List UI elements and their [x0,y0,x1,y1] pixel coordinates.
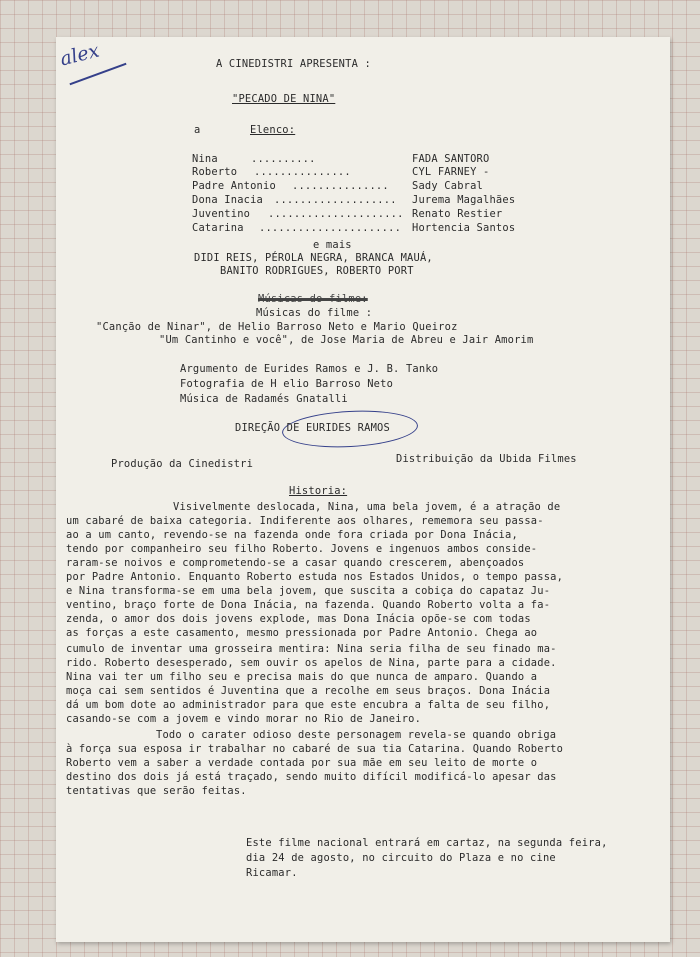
story-line: Nina vai ter um filho seu e precisa mais do que nunca de amparo. Quando a [66,671,538,683]
cast-dots: ...................... [259,222,402,234]
story-line: zenda, o amor dos dois jovens explode, mas Dona Inácia opõe-se com todas [66,613,531,625]
cast-role: Juventino [192,208,251,220]
film-title: "PECADO DE NINA" [232,93,336,105]
cast-actor: CYL FARNEY - [412,166,490,178]
story-line: e Nina transforma-se em uma bela jovem, que suscita a cobiça do capataz Ju- [66,585,551,597]
story-heading: Historia: [289,485,348,497]
cast-heading: Elenco: [250,124,296,136]
cast-role: Dona Inacia [192,194,264,206]
story-line: ao a um canto, revendo-se na fazenda onde fora criada por Dona Inácia, [66,529,518,541]
cast-role: Roberto [192,166,238,178]
story-line: Roberto vem a saber a verdade contada por sua mãe em seu leito de morte o [66,757,538,769]
music-heading: Músicas do filme : [256,307,373,319]
story-line: as forças a este casamento, mesmo pressionada por Padre Antonio. Chega ao [66,627,538,639]
cast-dots: .......... [251,153,316,165]
more-label: e mais [313,239,352,251]
cast-actor: Sady Cabral [412,180,484,192]
cast-dots: ............... [292,180,389,192]
story-line: tentativas que serão feitas. [66,785,247,797]
cast-role: Catarina [192,222,244,234]
more-line-1: DIDI REIS, PÉROLA NEGRA, BRANCA MAUÁ, [194,252,433,264]
release-line-2: dia 24 de agosto, no circuito do Plaza e no cine [246,852,556,864]
story-line: tendo por companheiro seu filho Roberto. Jovens e ingenuos ambos conside- [66,543,538,555]
story-line: à força sua esposa ir trabalhar no cabaré de sua tia Catarina. Quando Roberto [66,743,564,755]
story-line: Visivelmente deslocada, Nina, uma bela jovem, é a atração de [173,501,561,513]
cast-role: Nina [192,153,218,165]
story-line: rido. Roberto desesperado, sem ouvir os apelos de Nina, parte para a cidade. [66,657,557,669]
handwritten-annotation: alex [57,39,102,71]
cast-role: Padre Antonio [192,180,276,192]
cast-dots: ................... [274,194,397,206]
credit-photo: Fotografia de H elio Barroso Neto [180,378,394,390]
story-line: casando-se com a jovem e vindo morar no Rio de Janeiro. [66,713,422,725]
release-line-1: Este filme nacional entrará em cartaz, na segunda feira, [246,837,608,849]
cast-dots: ..................... [268,208,404,220]
story-line: um cabaré de baixa categoria. Indiferente aos olhares, rememora seu passa- [66,515,544,527]
story-line: raram-se noivos e comprometendo-se a casar quando crescerem, abençoados [66,557,525,569]
cast-actor: Jurema Magalhães [412,194,516,206]
struck-heading: Músicas do filme: [258,293,368,305]
story-line: destino dos dois já está traçado, sendo muito difícil modificá-lo apesar das [66,771,557,783]
story-line: cumulo de inventar uma grosseira mentira: Nina seria filha de seu finado ma- [66,643,557,655]
credit-argument: Argumento de Eurides Ramos e J. B. Tanko [180,363,439,375]
cast-dots: ............... [254,166,351,178]
release-line-3: Ricamar. [246,867,298,879]
story-line: moça cai sem sentidos é Juventina que a recolhe em seus braços. Dona Inácia [66,685,551,697]
credit-music: Música de Radamés Gnatalli [180,393,348,405]
story-line: por Padre Antonio. Enquanto Roberto estuda nos Estados Unidos, o tempo passa, [66,571,564,583]
cast-actor: FADA SANTORO [412,153,490,165]
story-line: dá um bom dote ao administrador para que este encubra a falta de seu filho, [66,699,551,711]
story-line: ventino, braço forte de Dona Inácia, na fazenda. Quando Roberto volta a fa- [66,599,551,611]
more-line-2: BANITO RODRIGUES, ROBERTO PORT [220,265,414,277]
presents-line: A CINEDISTRI APRESENTA : [216,58,371,70]
music-line-2: "Um Cantinho e você", de Jose Maria de Abreu e Jair Amorim [159,334,534,346]
production-credit: Produção da Cinedistri [111,458,254,470]
music-line-1: "Canção de Ninar", de Helio Barroso Neto e Mario Queiroz [96,321,458,333]
story-line: Todo o carater odioso deste personagem revela-se quando obriga [156,729,557,741]
direction-credit: DIREÇÃO DE EURIDES RAMOS [235,422,390,434]
cast-actor: Hortencia Santos [412,222,516,234]
cast-actor: Renato Restier [412,208,503,220]
document-page [56,37,670,942]
distribution-credit: Distribuição da Ubida Filmes [396,453,577,465]
a-letter: a [194,124,201,136]
